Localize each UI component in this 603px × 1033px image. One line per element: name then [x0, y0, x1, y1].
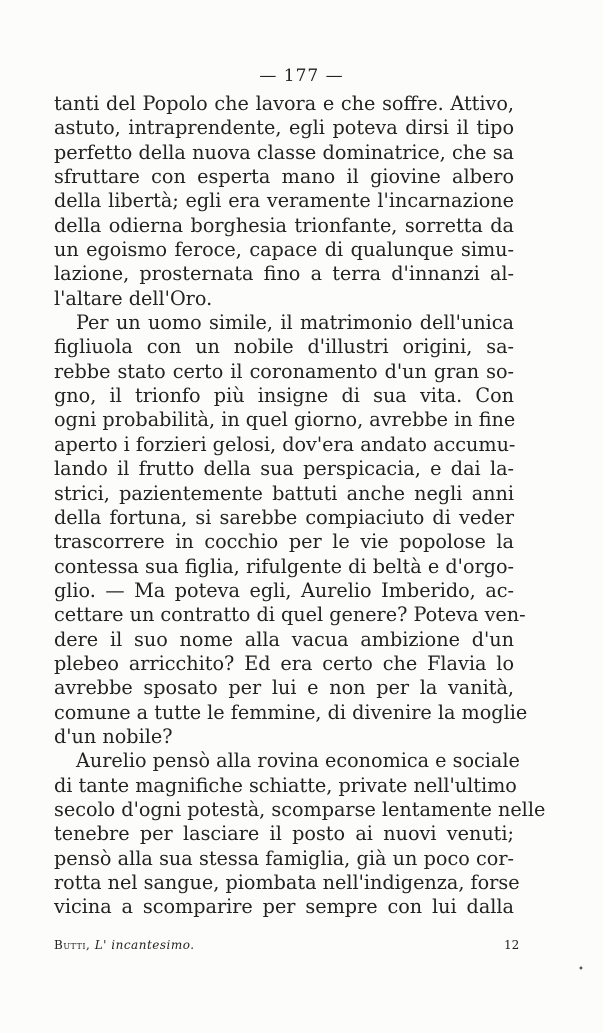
text-line: rebbe stato certo il coronamento d'un gran so-: [54, 359, 514, 383]
footer-book-title: L' incantesimo.: [94, 938, 195, 952]
text-line: tanti del Popolo che lavora e che soffre. Attivo,: [54, 92, 514, 115]
text-line: un egoismo feroce, capace di qualunque simu-: [54, 238, 514, 262]
text-line: di tante magnifiche schiatte, private nell'ultimo: [54, 773, 517, 797]
text-line: l'altare dell'Oro.: [54, 286, 213, 310]
text-line: pensò alla sua stessa famiglia, già un poco cor-: [54, 846, 514, 870]
text-line: tenebre per lasciare il posto ai nuovi venuti;: [54, 822, 514, 846]
text-line: perfetto della nuova classe dominatrice, che sa: [54, 140, 514, 164]
page-footer: [54, 938, 464, 952]
text-line: della fortuna, si sarebbe compiaciuto di veder: [54, 505, 514, 529]
text-line: gno, il trionfo più insigne di sua vita. Con: [54, 384, 514, 408]
body-text: [54, 92, 546, 920]
text-line: avrebbe sposato per lui e non per la vanità,: [54, 676, 514, 700]
text-line: cettare un contratto di quel genere? Poteva ven-: [54, 603, 526, 627]
text-line: plebeo arricchito? Ed era certo che Flavia lo: [54, 651, 514, 675]
text-line: glio. — Ma poteva egli, Aurelio Imberido, ac-: [54, 578, 514, 602]
text-line: trascorrere in cocchio per le vie popolose la: [54, 530, 514, 554]
text-line: vicina a scomparire per sempre con lui dalla: [54, 895, 514, 919]
text-line: figliuola con un nobile d'illustri origini, sa-: [54, 335, 514, 359]
text-line: comune a tutte le femmine, di divenire la moglie: [54, 700, 528, 724]
footer-author: Butti,: [54, 938, 91, 952]
text-line: lando il frutto della sua perspicacia, e dai la-: [54, 457, 514, 481]
text-line: della odierna borghesia trionfante, sorretta da: [54, 213, 514, 237]
text-line: sfruttare con esperta mano il giovine albero: [54, 165, 514, 189]
ink-speck: •: [578, 964, 584, 975]
text-line: Aurelio pensò alla rovina economica e sociale: [76, 749, 520, 773]
text-line: contessa sua figlia, rifulgente di beltà e d'orgo-: [54, 554, 514, 578]
text-line: della libertà; egli era veramente l'incarnazione: [54, 189, 514, 213]
text-line: Per un uomo simile, il matrimonio dell'unica: [76, 311, 514, 335]
text-line: secolo d'ogni potestà, scomparse lentamente nelle: [54, 797, 546, 821]
text-line: d'un nobile?: [54, 724, 173, 748]
text-line: dere il suo nome alla vacua ambizione d'un: [54, 627, 514, 651]
signature-mark: 12: [504, 938, 520, 952]
page-number: — 177 —: [259, 66, 344, 86]
text-line: aperto i forzieri gelosi, dov'era andato accumu-: [54, 432, 516, 456]
text-line: astuto, intraprendente, egli poteva dirsi il tipo: [54, 116, 514, 140]
text-line: rotta nel sangue, piombata nell'indigenza, forse: [54, 871, 520, 894]
text-line: strici, pazientemente battuti anche negli anni: [54, 481, 514, 505]
text-line: ogni probabilità, in quel giorno, avrebbe in fine: [54, 408, 516, 432]
text-line: lazione, prosternata fino a terra d'innanzi al-: [54, 262, 514, 286]
